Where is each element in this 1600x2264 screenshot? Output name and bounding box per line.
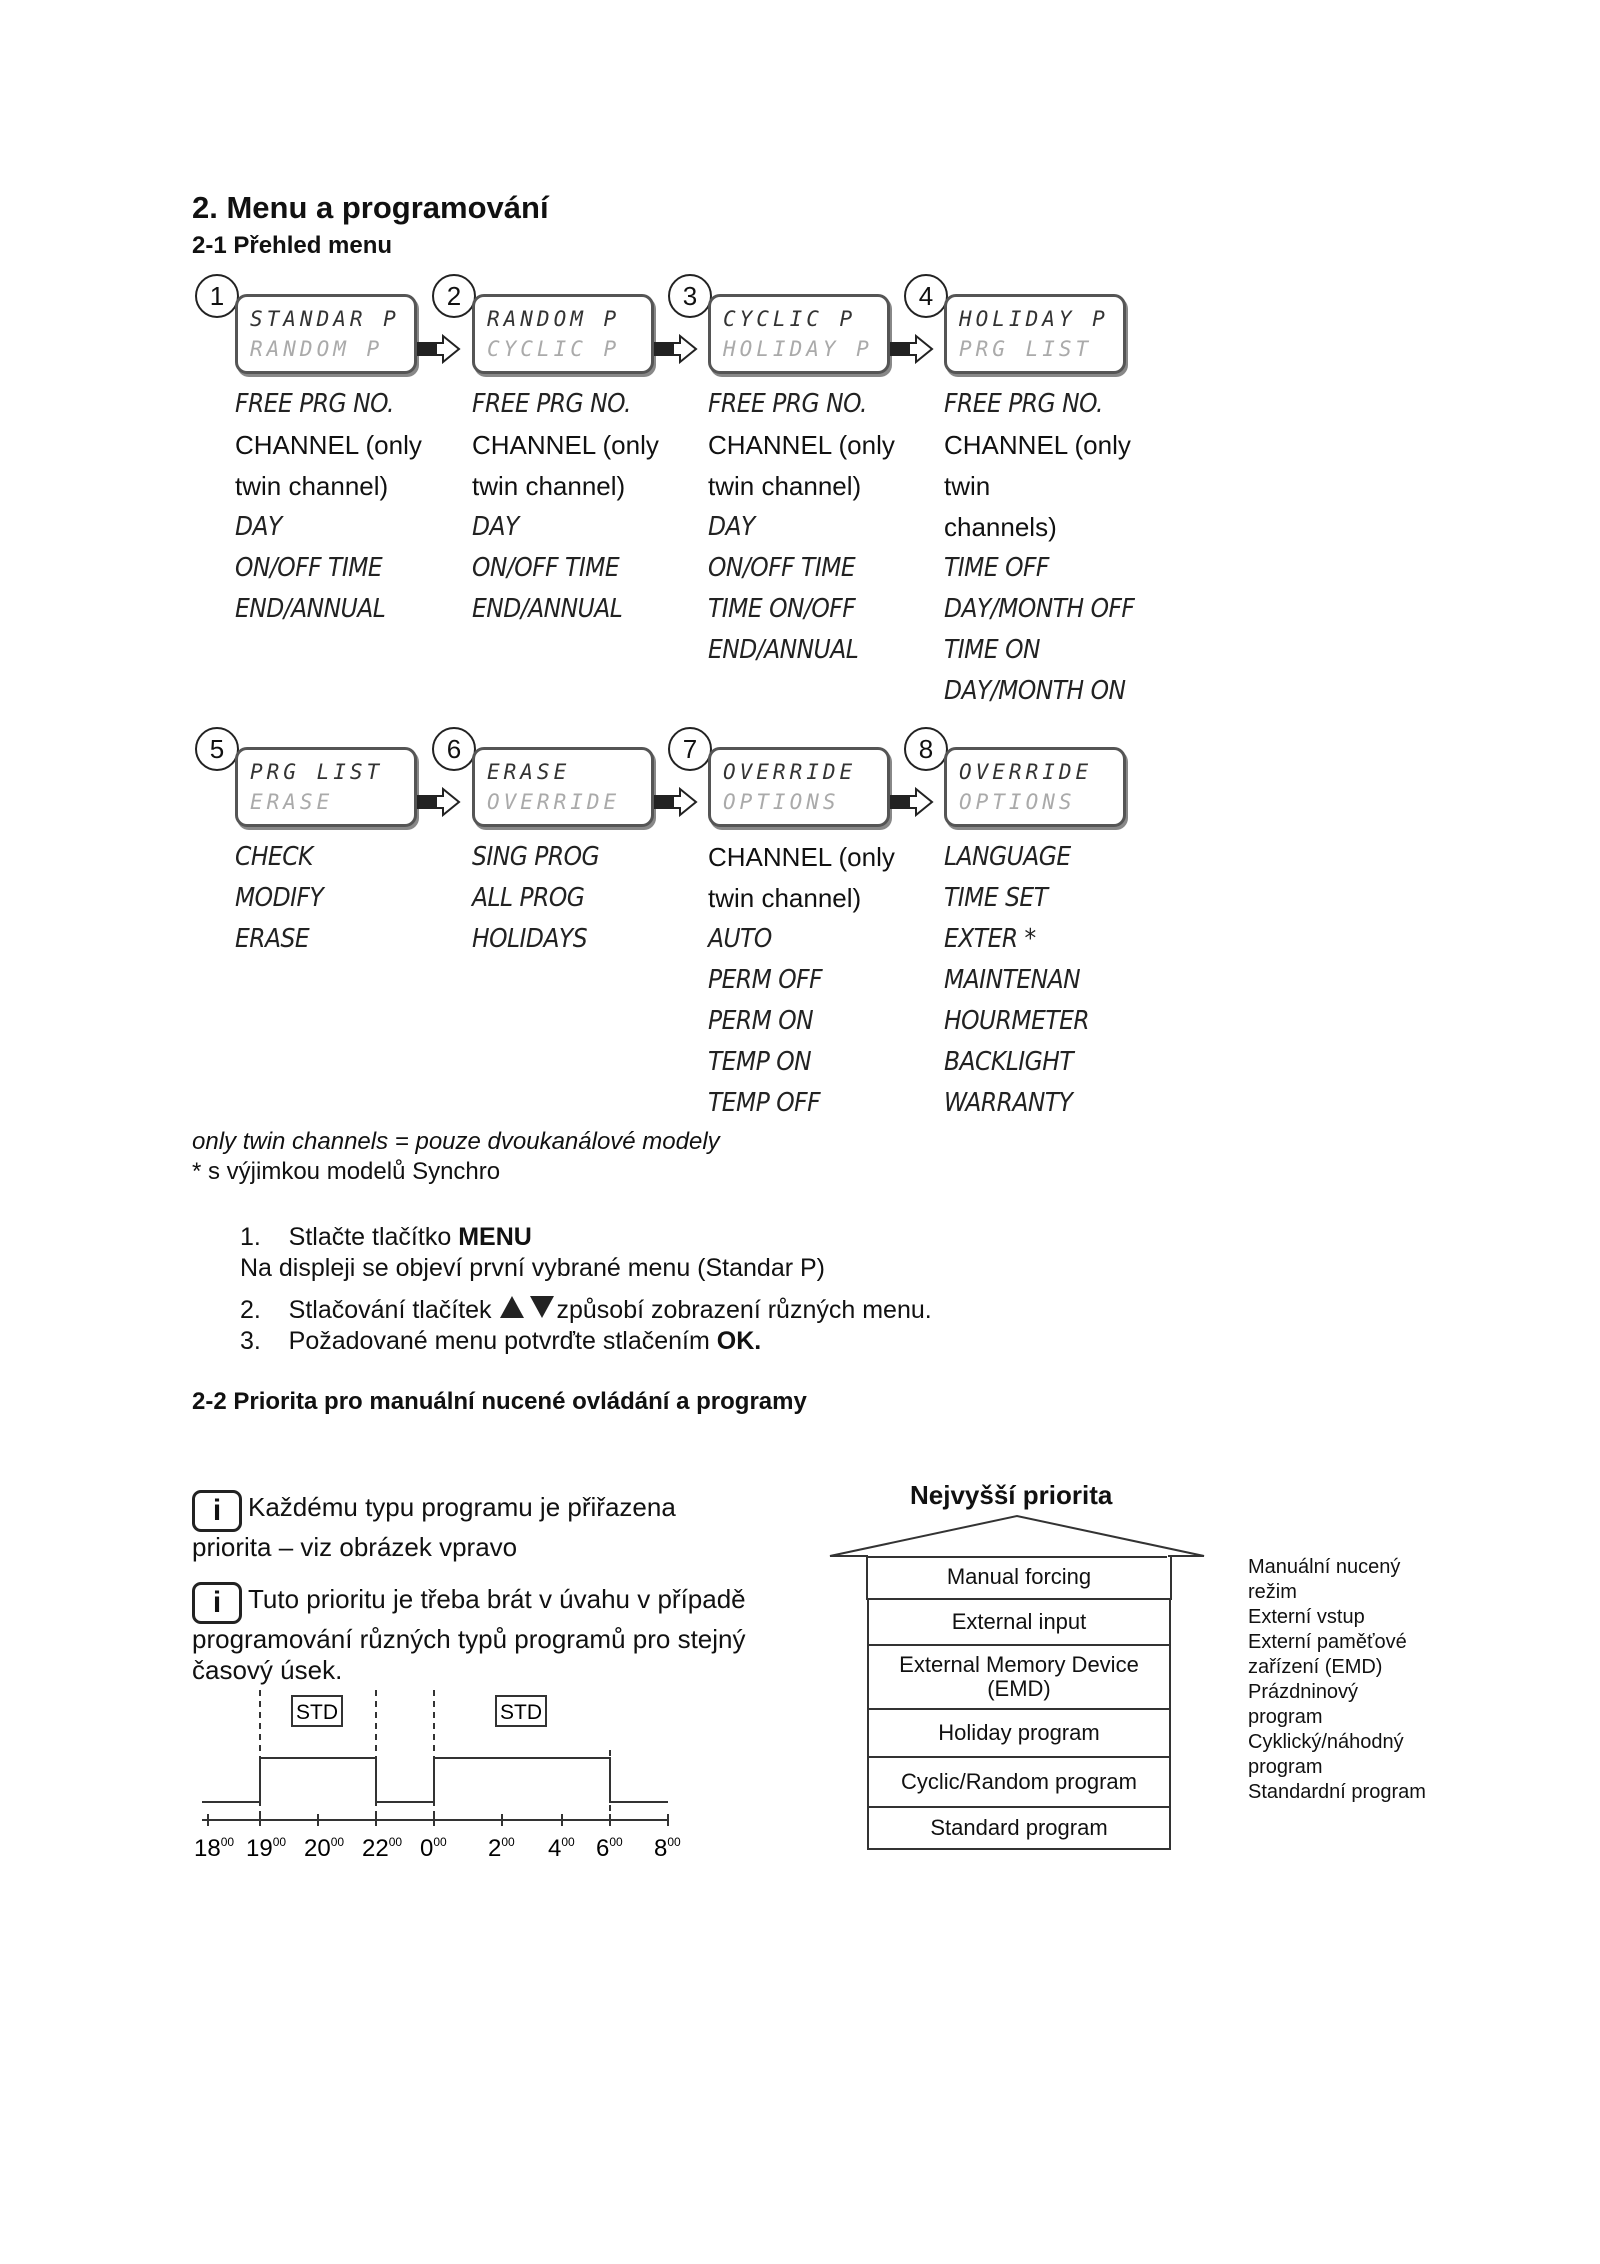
program-timeline-diagram — [190, 1690, 710, 1870]
menu-item: SING PROG — [472, 842, 600, 872]
menu-item: FREE PRG NO. — [472, 389, 631, 419]
menu-item: CHANNEL (only twin channel) — [472, 430, 659, 501]
lcd-display — [944, 294, 1126, 374]
priority-top-border — [867, 1556, 1167, 1558]
priority-translation: Cyklický/náhodný program — [1248, 1731, 1404, 1778]
priority-translation: Prázdninový program — [1248, 1681, 1359, 1728]
flow-arrow-icon — [654, 334, 698, 364]
menu-item: WARRANTY — [944, 1088, 1073, 1118]
priority-level — [866, 1556, 1172, 1600]
timeline-tick-label: $19^{00}$ — [246, 1835, 287, 1862]
priority-level-label: Cyclic/Random program — [901, 1769, 1137, 1794]
menu-item: TIME ON/OFF — [708, 594, 856, 624]
priority-translation: Externí vstup — [1248, 1606, 1365, 1628]
menu-item: FREE PRG NO. — [944, 389, 1103, 419]
instruction-1 — [240, 1222, 932, 1253]
instruction-1-text: Stlačte tlačítko — [288, 1223, 459, 1251]
std-label-2: STD — [500, 1701, 542, 1724]
menu-item: DAY — [472, 512, 519, 542]
menu-step-number: 2 — [432, 274, 476, 318]
priority-level — [867, 1646, 1171, 1710]
info-paragraph-2 — [192, 1582, 752, 1686]
timeline-tick-label: $0^{00}$ — [420, 1835, 447, 1862]
priority-level — [867, 1808, 1171, 1850]
timeline-tick-label: $20^{00}$ — [304, 1835, 345, 1862]
info-icon: i — [192, 1582, 242, 1624]
menu-item: FREE PRG NO. — [708, 389, 867, 419]
menu-item: TEMP OFF — [708, 1088, 821, 1118]
timeline-tick-label: $6^{00}$ — [596, 1835, 623, 1862]
info-icon: i — [192, 1490, 242, 1532]
timeline-tick-label: $4^{00}$ — [548, 1835, 575, 1862]
lcd-line-current: OVERRIDE — [959, 760, 1093, 784]
priority-translation: Externí paměťové zařízení (EMD) — [1248, 1631, 1407, 1678]
priority-translations — [1248, 1555, 1438, 1805]
instruction-2-text: Stlačování tlačítek — [288, 1296, 499, 1324]
lcd-line-current: PRG LIST — [250, 760, 384, 784]
priority-level — [867, 1600, 1171, 1646]
lcd-line-current: RANDOM P — [487, 307, 621, 331]
menu-step-number: 7 — [668, 727, 712, 771]
ok-key-label: OK. — [716, 1327, 762, 1355]
lcd-line-next: ERASE — [250, 790, 334, 814]
info-paragraph-1 — [192, 1490, 752, 1563]
menu-item: DAY — [708, 512, 755, 542]
menu-item-list — [235, 837, 465, 960]
menu-item: AUTO — [708, 924, 772, 954]
menu-item: FREE PRG NO. — [235, 389, 394, 419]
menu-item: CHECK — [235, 842, 313, 872]
lcd-display — [944, 747, 1126, 827]
menu-item: CHANNEL (only twin channel) — [708, 842, 895, 913]
menu-item: HOURMETER — [944, 1006, 1090, 1036]
lcd-line-current: HOLIDAY P — [959, 307, 1109, 331]
menu-item: END/ANNUAL — [235, 594, 386, 624]
lcd-line-current: CYCLIC P — [723, 307, 857, 331]
lcd-display — [472, 294, 654, 374]
note-synchro: * s výjimkou modelů Synchro — [192, 1158, 501, 1185]
timeline-tick-label: $2^{00}$ — [488, 1835, 515, 1862]
priority-translation: Manuální nucený režim — [1248, 1556, 1401, 1603]
flow-arrow-icon — [890, 334, 934, 364]
menu-item: TIME ON — [944, 635, 1040, 665]
flow-arrow-icon — [417, 787, 461, 817]
priority-level — [867, 1758, 1171, 1808]
menu-item: BACKLIGHT — [944, 1047, 1074, 1077]
up-down-arrows-icon — [498, 1294, 556, 1320]
menu-item: ON/OFF TIME — [235, 553, 383, 583]
menu-item: EXTER * — [944, 924, 1036, 954]
menu-item: TIME SET — [944, 883, 1048, 913]
menu-item-list — [235, 384, 465, 630]
flow-arrow-icon — [890, 787, 934, 817]
page-title: 2. Menu a programování — [192, 190, 549, 225]
menu-key-label: MENU — [458, 1223, 532, 1251]
lcd-display — [235, 294, 417, 374]
menu-item: CHANNEL (only twin channel) — [235, 430, 422, 501]
menu-step-number: 8 — [904, 727, 948, 771]
menu-item: ERASE — [235, 924, 310, 954]
menu-item-list — [944, 837, 1174, 1124]
menu-item: DAY/MONTH OFF — [944, 594, 1135, 624]
priority-level-label: Standard program — [930, 1815, 1108, 1840]
menu-item: CHANNEL (only twin channel) — [708, 430, 895, 501]
menu-item: TIME OFF — [944, 553, 1049, 583]
menu-item: HOLIDAYS — [472, 924, 588, 954]
timeline-signal — [202, 1758, 668, 1802]
info-text-2: Tuto prioritu je třeba brát v úvahu v případě programování různých typů programů pro stejný časový úsek. — [192, 1584, 746, 1685]
priority-translation: Standardní program — [1248, 1781, 1426, 1803]
priority-level-label: External Memory Device (EMD) — [899, 1652, 1139, 1701]
flow-arrow-icon — [654, 787, 698, 817]
menu-item: DAY/MONTH ON — [944, 676, 1126, 706]
menu-item: END/ANNUAL — [708, 635, 859, 665]
info-text-1: Každému typu programu je přiřazena priorita – viz obrázek vpravo — [192, 1492, 676, 1562]
section-heading-priority: 2-2 Priorita pro manuální nucené ovládání a programy — [192, 1388, 807, 1415]
instruction-3-text: Požadované menu potvrďte stlačením — [288, 1327, 717, 1355]
timeline-ticks — [194, 1814, 681, 1862]
lcd-line-next: PRG LIST — [959, 337, 1093, 361]
lcd-display — [235, 747, 417, 827]
timeline-tick-label: $22^{00}$ — [362, 1835, 403, 1862]
lcd-line-next: CYCLIC P — [487, 337, 621, 361]
lcd-display — [708, 294, 890, 374]
menu-item-list — [472, 384, 702, 630]
menu-item: DAY — [235, 512, 282, 542]
menu-item: MODIFY — [235, 883, 324, 913]
menu-item: ON/OFF TIME — [708, 553, 856, 583]
lcd-line-next: OPTIONS — [959, 790, 1076, 814]
menu-item: MAINTENAN — [944, 965, 1081, 995]
instruction-2-number: 2. — [240, 1296, 261, 1324]
menu-item: PERM ON — [708, 1006, 814, 1036]
std-label-1: STD — [296, 1701, 338, 1724]
menu-item-list — [708, 384, 938, 671]
menu-step-number: 6 — [432, 727, 476, 771]
lcd-line-next: OPTIONS — [723, 790, 840, 814]
instruction-list — [240, 1222, 932, 1357]
menu-item: TEMP ON — [708, 1047, 812, 1077]
menu-step-number: 1 — [195, 274, 239, 318]
menu-item-list — [472, 837, 702, 960]
instruction-2 — [240, 1294, 932, 1326]
lcd-line-next: RANDOM P — [250, 337, 384, 361]
instruction-1-detail: Na displeji se objeví první vybrané menu (Standar P) — [240, 1254, 826, 1282]
menu-step-number: 4 — [904, 274, 948, 318]
menu-step-number: 3 — [668, 274, 712, 318]
priority-roof-arrow — [826, 1512, 1208, 1560]
priority-level-label: External input — [951, 1609, 1087, 1634]
lcd-line-current: OVERRIDE — [723, 760, 857, 784]
instruction-3-number: 3. — [240, 1327, 261, 1355]
menu-step-number: 5 — [195, 727, 239, 771]
menu-item: ON/OFF TIME — [472, 553, 620, 583]
lcd-line-next: OVERRIDE — [487, 790, 621, 814]
timeline-tick-label: $8^{00}$ — [654, 1835, 681, 1862]
lcd-display — [472, 747, 654, 827]
instruction-1-number: 1. — [240, 1223, 261, 1251]
lcd-line-current: ERASE — [487, 760, 571, 784]
menu-item: ALL PROG — [472, 883, 585, 913]
instruction-3 — [240, 1326, 932, 1357]
note-twin-channels: only twin channels = pouze dvoukanálové modely — [192, 1128, 720, 1155]
section-heading-menu: 2-1 Přehled menu — [192, 232, 393, 259]
lcd-display — [708, 747, 890, 827]
menu-item: PERM OFF — [708, 965, 823, 995]
instruction-2-text-end: způsobí zobrazení různých menu. — [556, 1296, 932, 1324]
flow-arrow-icon — [417, 334, 461, 364]
menu-item: LANGUAGE — [944, 842, 1071, 872]
lcd-line-current: STANDAR P — [250, 307, 400, 331]
priority-level-label: Manual forcing — [946, 1564, 1092, 1589]
priority-level-label: Holiday program — [938, 1720, 1100, 1745]
timeline-tick-label: $18^{00}$ — [194, 1835, 235, 1862]
priority-level — [867, 1710, 1171, 1758]
menu-item: END/ANNUAL — [472, 594, 623, 624]
menu-item-list — [708, 837, 938, 1124]
lcd-line-next: HOLIDAY P — [723, 337, 873, 361]
menu-item: CHANNEL (only twin channels) — [944, 430, 1131, 542]
menu-item-list — [944, 384, 1174, 712]
priority-title: Nejvyšší priorita — [910, 1480, 1113, 1510]
